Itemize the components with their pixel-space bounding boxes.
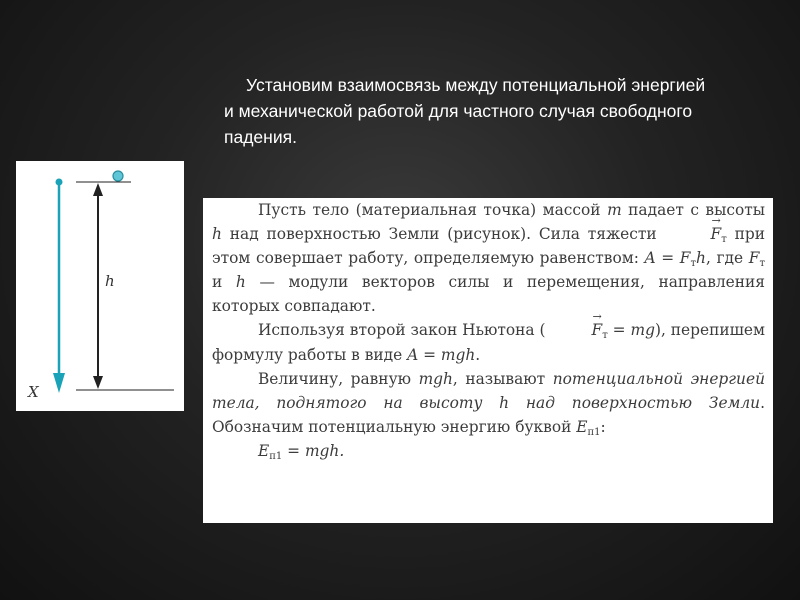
potential-energy-formula: $E_{п1}$ = mgh.	[258, 441, 345, 462]
free-fall-figure	[16, 161, 184, 411]
height-label: h	[105, 272, 115, 290]
ball-icon	[113, 171, 123, 181]
heading-line-2: и механической работой для частного случая свободного	[224, 101, 693, 121]
paragraph-2: Используя второй закон Ньютона (→ $F_т = mg$), перепишем формулу работы в виде A = mgh.	[212, 318, 765, 366]
x-axis-label: X	[28, 383, 39, 401]
height-arrow-bottom	[93, 376, 103, 389]
paragraph-1: Пусть тело (материальная точка) массой m падает с высоты h над поверхностью Земли (рисунок). Сила тяжести → $F_т$ при этом совершает работу, определяемую равенством: $A = F_тh$, где $F_т$ и h — модули векторов силы и перемещения, направления которых совпадают.	[212, 198, 765, 318]
x-axis-arrowhead	[53, 373, 65, 393]
height-arrow-top	[93, 183, 103, 196]
textbook-excerpt	[203, 198, 773, 523]
free-fall-diagram	[16, 161, 184, 411]
paragraph-3: Величину, равную mgh, называют потенциальной энергией тела, поднятого на высоту h над поверхностью Земли. Обозначим потенциальную энергию буквой $E_{п1}$:	[212, 369, 765, 438]
heading-line-3: падения.	[224, 127, 297, 147]
heading-line-1: Установим взаимосвязь между потенциальной энергией	[246, 75, 706, 95]
slide-heading	[224, 72, 784, 150]
